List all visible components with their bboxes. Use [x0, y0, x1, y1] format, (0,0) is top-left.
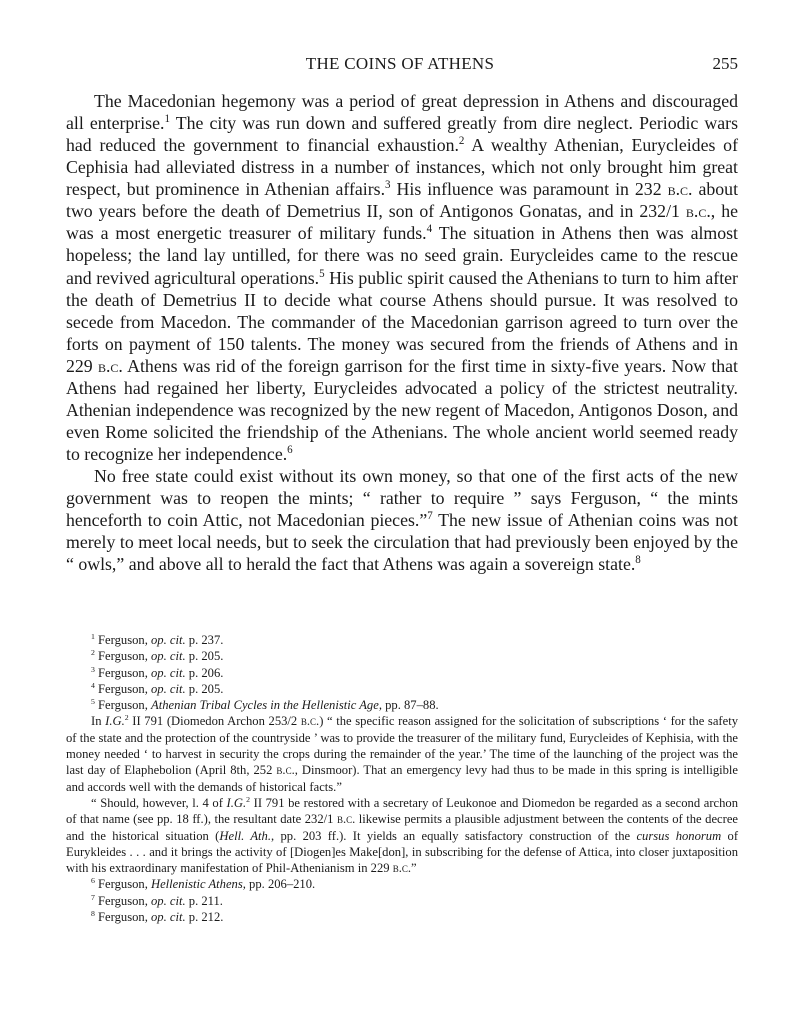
footnote-work: op. cit.	[151, 665, 186, 680]
footnote-author: Ferguson,	[94, 665, 151, 680]
era-abbreviation: b.c.	[276, 763, 295, 778]
era-abbreviation: b.c.	[685, 201, 711, 222]
footnote-pages: pp. 87–88.	[381, 698, 439, 713]
paragraph-2	[66, 465, 738, 575]
footnote-author: Ferguson,	[94, 893, 151, 908]
era-abbreviation: b.c.	[667, 179, 693, 200]
footnote-ref-3: 3	[385, 179, 391, 192]
footnote-3	[66, 665, 738, 681]
footnote-ref-7: 7	[427, 510, 433, 523]
footnote-ref-1: 1	[164, 112, 170, 125]
text-run: The city was run down and suffered greatly from dire neglect. Periodic wars had reduced the government to financial exhaustion.	[66, 113, 739, 156]
footnote-number: 8	[91, 908, 95, 918]
footnote-number: 1	[91, 631, 95, 641]
text-run: II 791 (Diomedon Archon 253/2	[128, 714, 301, 729]
footnote-2	[66, 648, 738, 664]
footnote-work: op. cit.	[151, 649, 186, 664]
footnote-pages: pp. 206–210.	[245, 877, 316, 892]
footnote-ref-6: 6	[287, 443, 293, 456]
footnote-work: Hellenistic Athens,	[151, 877, 246, 892]
footnote-number: 2	[91, 648, 95, 658]
footnote-work: Athenian Tribal Cycles in the Hellenistic Age,	[151, 698, 382, 713]
footnote-7	[66, 893, 738, 909]
footnote-work: op. cit.	[151, 633, 186, 647]
footnote-number: 3	[91, 664, 95, 674]
text-run: ”	[411, 861, 417, 876]
edition-superscript: 2	[124, 713, 129, 723]
paragraph-1	[66, 90, 738, 465]
text-run: A wealthy Athenian, Eurycleides of Cephisia had alleviated distress in a number of instances, which not only brought him great respect, but prominence in Athenian affairs.	[66, 135, 738, 200]
footnote-number: 7	[91, 892, 95, 902]
edition-superscript: 2	[246, 794, 251, 804]
text-run: II 791 be restored with a secretary of Leukonoe and Diomedon be regarded as a second archon of that name (see pp. 18 ff.), the resultant date 232/1	[66, 795, 738, 827]
footnote-ref-2: 2	[458, 134, 465, 147]
footnote-work: op. cit.	[151, 910, 186, 925]
text-run: , Dinsmoor). That an emergency levy had thus to be made in this spring is intelligible and accords well with the demands of historical facts.”	[66, 763, 739, 794]
footnotes	[66, 632, 738, 925]
text-run: His public spirit caused the Athenians to turn to him after the death of Demetrius II to decide what course Athens should pursue. It was resolved to secede from Macedon. The commander of the Macedonian garrison agreed to turn over the forts on payment of 150 talents. The money was secured from the friends of Athens and in 229	[66, 267, 738, 376]
footnote-number: 4	[91, 680, 95, 690]
footnote-author: Ferguson,	[94, 681, 151, 696]
footnote-1	[66, 632, 738, 648]
footnote-number: 6	[91, 876, 95, 886]
work-title: Hell. Ath.	[219, 828, 271, 843]
footnote-pages: p. 212.	[185, 910, 224, 925]
text-run: His influence was paramount in 232	[390, 179, 668, 200]
footnote-pages: p. 237.	[185, 633, 224, 647]
era-abbreviation: b.c.	[336, 812, 356, 827]
footnote-5-quotation-1	[66, 713, 738, 794]
text-run: likewise permits a plausible adjustment between the contents of the decree and the historical situation (	[66, 812, 738, 843]
text-run: Athens was rid of the foreign garrison for the first time in sixty-five years. Now that Athens had regained her liberty, Eurycleides advocated a policy of the strictest neutrality. Athenian independence was recognized by the new regent of Macedon, Antigonos Doson, and even Rome solicited the friendship of the Athenians. The whole ancient world seemed ready to recognize her independence.	[66, 355, 738, 464]
footnote-pages: p. 205.	[185, 681, 224, 696]
footnote-ref-4: 4	[426, 223, 433, 236]
text-run: The new issue of Athenian coins was not merely to meet local needs, but to seek the circulation that had previously been enjoyed by the “ owls,” and above all to herald the fact that Athens was again a sovereign state.	[66, 510, 738, 575]
inscription-ref: I.G.	[226, 795, 247, 810]
footnote-5	[66, 697, 738, 713]
footnote-author: Ferguson,	[94, 698, 151, 713]
inscription-ref: I.G.	[105, 714, 125, 729]
footnote-work: op. cit.	[151, 893, 186, 908]
footnote-author: Ferguson,	[94, 910, 151, 925]
footnote-8	[66, 909, 738, 925]
text-run: No free state could exist without its own money, so that one of the first acts of the new government was to reopen the mints; “ rather to require ” says Ferguson, “ the mints henceforth to coin Attic, not Macedonian pieces.”	[66, 466, 738, 531]
page-number: 255	[712, 54, 738, 73]
main-text	[66, 90, 738, 575]
text-run: The situation in Athens then was almost hopeless; the land lay untilled, for there was no seed grain. Eurycleides came to the rescue and revived agricultural operations.	[66, 223, 738, 288]
text-run: ) “ the specific reason assigned for the solicitation of subscriptions ‘ for the safety of the state and the protection of the countryside ’ was to provide the treasurer of the military fund, Eurycleides of Kephisia, with the money needed ‘ to harvest in security the crops during the remainder of the year.’ The time of the launching of the project was the last day of Elaphebolion (April 8th, 252	[66, 714, 739, 778]
footnote-ref-8: 8	[635, 554, 641, 567]
footnote-number: 5	[91, 697, 95, 707]
text-run: about two years before the death of Demetrius II, son of Antigonos Gonatas, and in 232/1	[66, 179, 739, 222]
page-header	[62, 54, 738, 78]
era-abbreviation: b.c.	[392, 861, 411, 876]
footnote-pages: p. 205.	[185, 649, 224, 664]
text-run: , pp. 203 ff.). It yields an equally satisfactory construction of the	[270, 828, 637, 843]
footnote-work: op. cit.	[151, 681, 186, 696]
footnote-author: Ferguson,	[94, 633, 151, 647]
text-run: In	[91, 714, 106, 729]
footnote-4	[66, 681, 738, 697]
footnote-pages: p. 206.	[185, 665, 224, 680]
text-run: , he was a most energetic treasurer of military funds.	[66, 201, 738, 244]
footnote-author: Ferguson,	[94, 649, 151, 664]
text-run: “ Should, however, l. 4 of	[91, 795, 227, 810]
footnote-6	[66, 876, 738, 892]
footnote-ref-5: 5	[319, 267, 325, 280]
footnote-5-quotation-2	[66, 795, 738, 876]
text-run: of Eurykleides . . . and it brings the activity of [Diogen]es Make[don], in subscribing for the defense of Attica, into closer juxtaposition with his extraordinary manifestation of Phil-Athenianism in 229	[66, 828, 739, 876]
text-run: The Macedonian hegemony was a period of great depression in Athens and discouraged all enterprise.	[66, 91, 738, 134]
running-title: THE COINS OF ATHENS	[305, 54, 495, 73]
era-abbreviation: b.c.	[97, 355, 123, 376]
era-abbreviation: b.c.	[300, 714, 320, 729]
footnote-author: Ferguson,	[94, 877, 151, 892]
footnote-pages: p. 211.	[185, 893, 223, 908]
latin-term: cursus honorum	[636, 828, 722, 843]
